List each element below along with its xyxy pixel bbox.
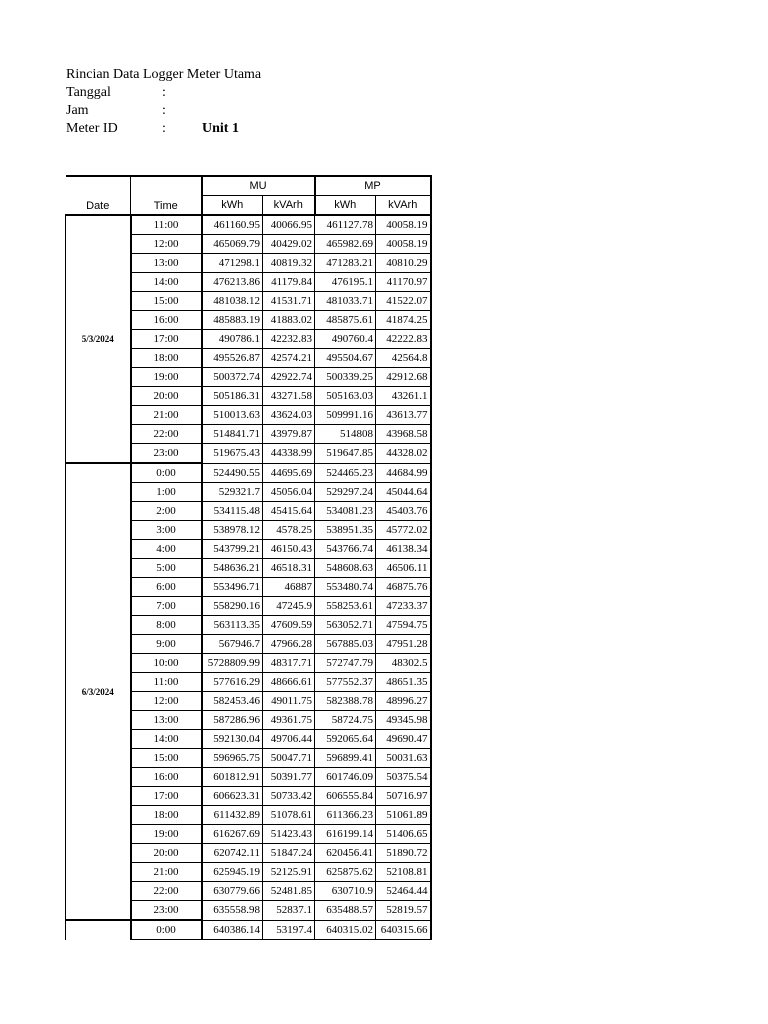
- mp-kwh-cell: 490760.4: [315, 330, 376, 349]
- mp-kvarh-cell: 40810.29: [376, 254, 431, 273]
- mp-kwh-cell: 476195.1: [315, 273, 376, 292]
- mp-kwh-cell: 543766.74: [315, 540, 376, 559]
- mu-kvarh-cell: 49361.75: [263, 711, 315, 730]
- mp-kwh-cell: 611366.23: [315, 806, 376, 825]
- mu-kvarh-cell: 51847.24: [263, 844, 315, 863]
- mp-kwh-cell: 625875.62: [315, 863, 376, 882]
- time-cell: 0:00: [131, 920, 202, 940]
- mu-kvarh-cell: 42574.21: [263, 349, 315, 368]
- mp-kvarh-cell: 49690.47: [376, 730, 431, 749]
- time-column-header: Time: [131, 176, 202, 215]
- mu-kvarh-cell: 49011.75: [263, 692, 315, 711]
- mp-kvarh-cell: 48651.35: [376, 673, 431, 692]
- mu-kvarh-cell: 50047.71: [263, 749, 315, 768]
- mp-kvarh-cell: 43613.77: [376, 406, 431, 425]
- mp-kvarh-cell: 46875.76: [376, 578, 431, 597]
- table-row: [66, 215, 431, 235]
- mp-kwh-cell: 514808: [315, 425, 376, 444]
- time-cell: 1:00: [131, 483, 202, 502]
- mp-kvarh-cell: 42222.83: [376, 330, 431, 349]
- time-cell: 15:00: [131, 749, 202, 768]
- mp-kwh-cell: 635488.57: [315, 901, 376, 921]
- date-colon: :: [162, 85, 166, 100]
- time-cell: 15:00: [131, 292, 202, 311]
- mp-kwh-cell: 509991.16: [315, 406, 376, 425]
- mp-kwh-cell: 592065.64: [315, 730, 376, 749]
- mp-kwh-cell: 519647.85: [315, 444, 376, 464]
- time-cell: 13:00: [131, 711, 202, 730]
- mp-group-header: MP: [315, 176, 431, 196]
- mu-kwh-cell: 635558.98: [202, 901, 263, 921]
- mu-kvarh-cell: 41531.71: [263, 292, 315, 311]
- mu-kwh-cell: 543799.21: [202, 540, 263, 559]
- mp-kwh-cell: 616199.14: [315, 825, 376, 844]
- mu-kvarh-cell: 47609.59: [263, 616, 315, 635]
- mu-kwh-cell: 577616.29: [202, 673, 263, 692]
- mp-kvarh-cell: 52108.81: [376, 863, 431, 882]
- mu-kwh-cell: 630779.66: [202, 882, 263, 901]
- mp-kvarh-cell: 43261.1: [376, 387, 431, 406]
- time-cell: 11:00: [131, 215, 202, 235]
- mu-kwh-cell: 611432.89: [202, 806, 263, 825]
- mu-kwh-cell: 514841.71: [202, 425, 263, 444]
- mp-kvarh-cell: 46506.11: [376, 559, 431, 578]
- mu-kwh-cell: 616267.69: [202, 825, 263, 844]
- time-cell: 14:00: [131, 273, 202, 292]
- mp-kvarh-cell: 50375.54: [376, 768, 431, 787]
- mu-kvarh-cell: 4578.25: [263, 521, 315, 540]
- mp-kwh-cell: 465982.69: [315, 235, 376, 254]
- time-cell: 5:00: [131, 559, 202, 578]
- mu-kvarh-cell: 46887: [263, 578, 315, 597]
- mu-kwh-cell: 505186.31: [202, 387, 263, 406]
- time-cell: 11:00: [131, 673, 202, 692]
- time-label: Jam: [66, 103, 89, 118]
- mu-kvarh-cell: 43271.58: [263, 387, 315, 406]
- time-cell: 9:00: [131, 635, 202, 654]
- mu-kvarh-cell: 51423.43: [263, 825, 315, 844]
- meter-id-label: Meter ID: [66, 121, 118, 136]
- mp-kwh-cell: 558253.61: [315, 597, 376, 616]
- mp-kvarh-cell: 42564.8: [376, 349, 431, 368]
- mp-kvarh-cell: 47951.28: [376, 635, 431, 654]
- mu-kvarh-cell: 49706.44: [263, 730, 315, 749]
- mp-kvarh-cell: 51406.65: [376, 825, 431, 844]
- mu-kwh-cell: 519675.43: [202, 444, 263, 464]
- mu-kvarh-cell: 41883.02: [263, 311, 315, 330]
- mu-kvarh-cell: 48666.61: [263, 673, 315, 692]
- mp-kvarh-cell: 52819.57: [376, 901, 431, 921]
- mp-kwh-cell: 606555.84: [315, 787, 376, 806]
- time-cell: 16:00: [131, 311, 202, 330]
- mp-kvarh-cell: 47594.75: [376, 616, 431, 635]
- mu-kvarh-header: kVArh: [263, 196, 315, 216]
- mp-kwh-cell: 582388.78: [315, 692, 376, 711]
- mu-kvarh-cell: 48317.71: [263, 654, 315, 673]
- mp-kvarh-cell: 41170.97: [376, 273, 431, 292]
- mu-kvarh-cell: 46518.31: [263, 559, 315, 578]
- mu-kvarh-cell: 50733.42: [263, 787, 315, 806]
- mu-kwh-cell: 481038.12: [202, 292, 263, 311]
- time-cell: 19:00: [131, 825, 202, 844]
- mp-kvarh-header: kVArh: [376, 196, 431, 216]
- mu-kvarh-cell: 52481.85: [263, 882, 315, 901]
- mp-kvarh-cell: 640315.66: [376, 920, 431, 940]
- time-cell: 0:00: [131, 463, 202, 483]
- time-cell: 12:00: [131, 235, 202, 254]
- document-title: Rincian Data Logger Meter Utama: [66, 67, 262, 82]
- mp-kwh-cell: 524465.23: [315, 463, 376, 483]
- time-cell: 22:00: [131, 882, 202, 901]
- time-cell: 6:00: [131, 578, 202, 597]
- time-cell: 4:00: [131, 540, 202, 559]
- mu-kwh-cell: 548636.21: [202, 559, 263, 578]
- mp-kvarh-cell: 40058.19: [376, 235, 431, 254]
- mp-kwh-cell: 596899.41: [315, 749, 376, 768]
- time-cell: 17:00: [131, 787, 202, 806]
- mu-kwh-cell: 500372.74: [202, 368, 263, 387]
- mu-kvarh-cell: 52125.91: [263, 863, 315, 882]
- mp-kvarh-cell: 44684.99: [376, 463, 431, 483]
- mu-group-header: MU: [202, 176, 315, 196]
- time-cell: 19:00: [131, 368, 202, 387]
- mu-kvarh-cell: 45056.04: [263, 483, 315, 502]
- mu-kwh-cell: 465069.79: [202, 235, 263, 254]
- mp-kwh-cell: 534081.23: [315, 502, 376, 521]
- mu-kwh-cell: 582453.46: [202, 692, 263, 711]
- time-cell: 12:00: [131, 692, 202, 711]
- time-cell: 2:00: [131, 502, 202, 521]
- mp-kwh-cell: 640315.02: [315, 920, 376, 940]
- mp-kvarh-cell: 50716.97: [376, 787, 431, 806]
- mu-kvarh-cell: 43624.03: [263, 406, 315, 425]
- time-cell: 13:00: [131, 254, 202, 273]
- mu-kvarh-cell: 44695.69: [263, 463, 315, 483]
- mp-kwh-cell: 577552.37: [315, 673, 376, 692]
- time-cell: 10:00: [131, 654, 202, 673]
- mu-kvarh-cell: 42232.83: [263, 330, 315, 349]
- time-cell: 8:00: [131, 616, 202, 635]
- mp-kwh-cell: 500339.25: [315, 368, 376, 387]
- time-cell: 20:00: [131, 387, 202, 406]
- mu-kvarh-cell: 51078.61: [263, 806, 315, 825]
- time-cell: 21:00: [131, 406, 202, 425]
- mu-kvarh-cell: 46150.43: [263, 540, 315, 559]
- mu-kwh-cell: 476213.86: [202, 273, 263, 292]
- mp-kwh-cell: 567885.03: [315, 635, 376, 654]
- time-cell: 16:00: [131, 768, 202, 787]
- mp-kwh-cell: 548608.63: [315, 559, 376, 578]
- mp-kvarh-cell: 46138.34: [376, 540, 431, 559]
- mu-kwh-cell: 538978.12: [202, 521, 263, 540]
- mu-kwh-cell: 596965.75: [202, 749, 263, 768]
- mp-kwh-cell: 572747.79: [315, 654, 376, 673]
- meter-id-value: Unit 1: [202, 121, 239, 136]
- data-logger-table: [65, 175, 432, 940]
- mp-kvarh-cell: 43968.58: [376, 425, 431, 444]
- mu-kwh-cell: 510013.63: [202, 406, 263, 425]
- meter-id-colon: :: [162, 121, 166, 136]
- mp-kwh-cell: 601746.09: [315, 768, 376, 787]
- mu-kvarh-cell: 41179.84: [263, 273, 315, 292]
- mp-kwh-cell: 563052.71: [315, 616, 376, 635]
- mp-kwh-cell: 495504.67: [315, 349, 376, 368]
- mu-kvarh-cell: 44338.99: [263, 444, 315, 464]
- mu-kvarh-cell: 45415.64: [263, 502, 315, 521]
- mu-kwh-cell: 553496.71: [202, 578, 263, 597]
- mu-kwh-cell: 601812.91: [202, 768, 263, 787]
- mu-kwh-cell: 485883.19: [202, 311, 263, 330]
- mu-kvarh-cell: 40066.95: [263, 215, 315, 235]
- mu-kwh-cell: 5728809.99: [202, 654, 263, 673]
- mu-kwh-header: kWh: [202, 196, 263, 216]
- mp-kwh-cell: 620456.41: [315, 844, 376, 863]
- time-cell: 17:00: [131, 330, 202, 349]
- date-column-header: Date: [66, 176, 131, 215]
- mp-kwh-cell: 461127.78: [315, 215, 376, 235]
- mp-kvarh-cell: 42912.68: [376, 368, 431, 387]
- mp-kvarh-cell: 48996.27: [376, 692, 431, 711]
- time-cell: 20:00: [131, 844, 202, 863]
- mu-kwh-cell: 606623.31: [202, 787, 263, 806]
- mp-kvarh-cell: 52464.44: [376, 882, 431, 901]
- mu-kwh-cell: 529321.7: [202, 483, 263, 502]
- mp-kvarh-cell: 49345.98: [376, 711, 431, 730]
- time-cell: 3:00: [131, 521, 202, 540]
- time-cell: 23:00: [131, 444, 202, 464]
- mu-kwh-cell: 625945.19: [202, 863, 263, 882]
- mu-kwh-cell: 490786.1: [202, 330, 263, 349]
- time-cell: 14:00: [131, 730, 202, 749]
- time-cell: 7:00: [131, 597, 202, 616]
- time-cell: 18:00: [131, 806, 202, 825]
- mp-kwh-cell: 481033.71: [315, 292, 376, 311]
- mu-kvarh-cell: 43979.87: [263, 425, 315, 444]
- date-label: Tanggal: [66, 85, 111, 100]
- mu-kvarh-cell: 40819.32: [263, 254, 315, 273]
- date-cell: 5/3/2024: [66, 215, 131, 463]
- time-cell: 18:00: [131, 349, 202, 368]
- time-cell: 23:00: [131, 901, 202, 921]
- mu-kwh-cell: 558290.16: [202, 597, 263, 616]
- date-cell: 6/3/2024: [66, 463, 131, 920]
- time-cell: 21:00: [131, 863, 202, 882]
- mu-kvarh-cell: 50391.77: [263, 768, 315, 787]
- mp-kvarh-cell: 51890.72: [376, 844, 431, 863]
- table-row: [66, 463, 431, 483]
- mp-kvarh-cell: 48302.5: [376, 654, 431, 673]
- mp-kwh-cell: 538951.35: [315, 521, 376, 540]
- mu-kwh-cell: 461160.95: [202, 215, 263, 235]
- time-cell: 22:00: [131, 425, 202, 444]
- mp-kvarh-cell: 45403.76: [376, 502, 431, 521]
- mp-kwh-cell: 553480.74: [315, 578, 376, 597]
- mp-kvarh-cell: 47233.37: [376, 597, 431, 616]
- mu-kwh-cell: 587286.96: [202, 711, 263, 730]
- mp-kwh-cell: 471283.21: [315, 254, 376, 273]
- mu-kvarh-cell: 47966.28: [263, 635, 315, 654]
- mu-kwh-cell: 534115.48: [202, 502, 263, 521]
- mp-kwh-cell: 630710.9: [315, 882, 376, 901]
- mu-kwh-cell: 524490.55: [202, 463, 263, 483]
- mp-kvarh-cell: 45044.64: [376, 483, 431, 502]
- mp-kwh-cell: 58724.75: [315, 711, 376, 730]
- mp-kwh-cell: 505163.03: [315, 387, 376, 406]
- mu-kwh-cell: 495526.87: [202, 349, 263, 368]
- mp-kvarh-cell: 40058.19: [376, 215, 431, 235]
- mp-kwh-cell: 485875.61: [315, 311, 376, 330]
- table-body: [66, 215, 431, 940]
- mu-kvarh-cell: 42922.74: [263, 368, 315, 387]
- mp-kvarh-cell: 45772.02: [376, 521, 431, 540]
- mu-kwh-cell: 640386.14: [202, 920, 263, 940]
- mu-kvarh-cell: 53197.4: [263, 920, 315, 940]
- mp-kvarh-cell: 41874.25: [376, 311, 431, 330]
- mu-kwh-cell: 563113.35: [202, 616, 263, 635]
- mu-kvarh-cell: 52837.1: [263, 901, 315, 921]
- mu-kwh-cell: 567946.7: [202, 635, 263, 654]
- mp-kvarh-cell: 41522.07: [376, 292, 431, 311]
- mu-kwh-cell: 592130.04: [202, 730, 263, 749]
- time-colon: :: [162, 103, 166, 118]
- mu-kwh-cell: 471298.1: [202, 254, 263, 273]
- mu-kvarh-cell: 47245.9: [263, 597, 315, 616]
- mp-kwh-cell: 529297.24: [315, 483, 376, 502]
- date-cell: [66, 920, 131, 940]
- mp-kvarh-cell: 44328.02: [376, 444, 431, 464]
- table-row: [66, 920, 431, 940]
- mp-kvarh-cell: 51061.89: [376, 806, 431, 825]
- mu-kvarh-cell: 40429.02: [263, 235, 315, 254]
- mp-kvarh-cell: 50031.63: [376, 749, 431, 768]
- mu-kwh-cell: 620742.11: [202, 844, 263, 863]
- mp-kwh-header: kWh: [315, 196, 376, 216]
